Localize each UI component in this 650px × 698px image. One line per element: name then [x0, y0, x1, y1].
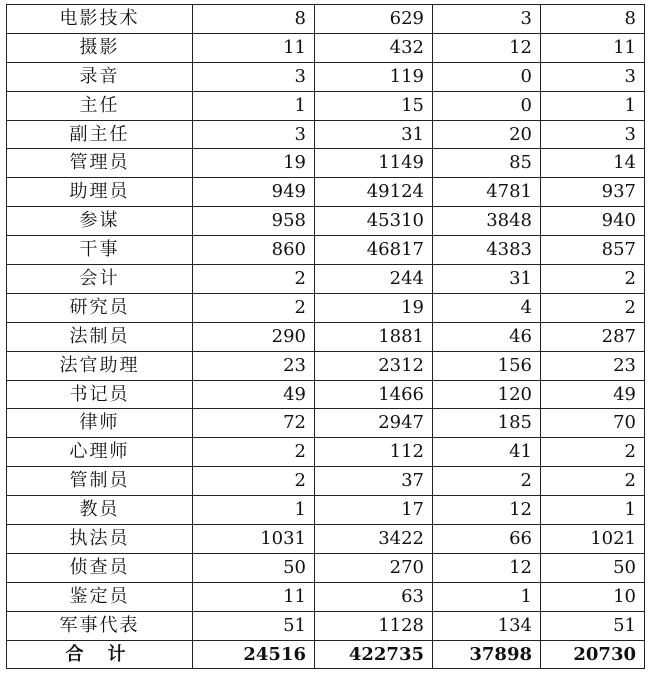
value-cell-4: 3	[541, 120, 645, 149]
value-cell-4: 1021	[541, 525, 645, 554]
value-cell-1: 8	[193, 5, 315, 34]
value-cell-3: 3	[433, 5, 541, 34]
category-cell: 书记员	[7, 380, 193, 409]
category-cell: 管理员	[7, 149, 193, 178]
value-cell-1: 23	[193, 351, 315, 380]
table-row	[7, 611, 645, 640]
value-cell-3: 1	[433, 582, 541, 611]
value-cell-1: 860	[193, 236, 315, 265]
value-cell-3: 2	[433, 467, 541, 496]
value-cell-1: 72	[193, 409, 315, 438]
category-cell: 律师	[7, 409, 193, 438]
value-cell-3: 37898	[433, 640, 541, 669]
value-cell-4: 1	[541, 496, 645, 525]
value-cell-2: 49124	[315, 178, 433, 207]
category-cell: 干事	[7, 236, 193, 265]
value-cell-1: 2	[193, 467, 315, 496]
table-row	[7, 525, 645, 554]
table-row	[7, 265, 645, 294]
value-cell-4: 14	[541, 149, 645, 178]
value-cell-2: 422735	[315, 640, 433, 669]
statistics-table	[6, 4, 645, 669]
value-cell-4: 49	[541, 380, 645, 409]
table-row	[7, 91, 645, 120]
value-cell-4: 20730	[541, 640, 645, 669]
table-row	[7, 236, 645, 265]
value-cell-3: 4781	[433, 178, 541, 207]
table-row	[7, 582, 645, 611]
value-cell-3: 12	[433, 33, 541, 62]
value-cell-2: 1149	[315, 149, 433, 178]
value-cell-4: 10	[541, 582, 645, 611]
value-cell-2: 244	[315, 265, 433, 294]
value-cell-4: 8	[541, 5, 645, 34]
value-cell-1: 3	[193, 120, 315, 149]
table-row	[7, 5, 645, 34]
table-row	[7, 380, 645, 409]
table-row	[7, 120, 645, 149]
value-cell-1: 24516	[193, 640, 315, 669]
value-cell-4: 3	[541, 62, 645, 91]
value-cell-3: 12	[433, 496, 541, 525]
value-cell-4: 51	[541, 611, 645, 640]
category-cell: 主任	[7, 91, 193, 120]
category-cell: 法制员	[7, 322, 193, 351]
value-cell-3: 0	[433, 91, 541, 120]
table-row	[7, 207, 645, 236]
value-cell-4: 2	[541, 265, 645, 294]
value-cell-1: 49	[193, 380, 315, 409]
value-cell-1: 2	[193, 293, 315, 322]
value-cell-1: 1	[193, 91, 315, 120]
category-cell: 管制员	[7, 467, 193, 496]
table-row	[7, 496, 645, 525]
value-cell-4: 2	[541, 438, 645, 467]
value-cell-4: 11	[541, 33, 645, 62]
value-cell-1: 1	[193, 496, 315, 525]
value-cell-4: 940	[541, 207, 645, 236]
value-cell-3: 120	[433, 380, 541, 409]
value-cell-3: 156	[433, 351, 541, 380]
category-cell: 鉴定员	[7, 582, 193, 611]
value-cell-4: 857	[541, 236, 645, 265]
value-cell-2: 19	[315, 293, 433, 322]
value-cell-4: 1	[541, 91, 645, 120]
category-cell: 电影技术	[7, 5, 193, 34]
category-cell: 军事代表	[7, 611, 193, 640]
table-row	[7, 62, 645, 91]
value-cell-3: 31	[433, 265, 541, 294]
value-cell-3: 4	[433, 293, 541, 322]
value-cell-2: 46817	[315, 236, 433, 265]
value-cell-1: 958	[193, 207, 315, 236]
table-row	[7, 553, 645, 582]
category-cell: 会计	[7, 265, 193, 294]
value-cell-1: 2	[193, 438, 315, 467]
table-row	[7, 351, 645, 380]
value-cell-3: 3848	[433, 207, 541, 236]
category-cell: 教员	[7, 496, 193, 525]
value-cell-4: 50	[541, 553, 645, 582]
value-cell-2: 37	[315, 467, 433, 496]
category-cell: 助理员	[7, 178, 193, 207]
value-cell-2: 1466	[315, 380, 433, 409]
category-cell: 副主任	[7, 120, 193, 149]
value-cell-3: 0	[433, 62, 541, 91]
value-cell-1: 51	[193, 611, 315, 640]
value-cell-1: 2	[193, 265, 315, 294]
total-row	[7, 640, 645, 669]
value-cell-2: 2312	[315, 351, 433, 380]
value-cell-3: 66	[433, 525, 541, 554]
value-cell-1: 50	[193, 553, 315, 582]
category-cell: 心理师	[7, 438, 193, 467]
value-cell-2: 63	[315, 582, 433, 611]
category-cell: 执法员	[7, 525, 193, 554]
value-cell-2: 629	[315, 5, 433, 34]
value-cell-4: 2	[541, 293, 645, 322]
value-cell-1: 290	[193, 322, 315, 351]
value-cell-2: 270	[315, 553, 433, 582]
value-cell-2: 31	[315, 120, 433, 149]
table-row	[7, 178, 645, 207]
value-cell-3: 134	[433, 611, 541, 640]
value-cell-2: 45310	[315, 207, 433, 236]
table-row	[7, 149, 645, 178]
value-cell-3: 85	[433, 149, 541, 178]
value-cell-2: 15	[315, 91, 433, 120]
value-cell-3: 41	[433, 438, 541, 467]
value-cell-1: 1031	[193, 525, 315, 554]
value-cell-1: 11	[193, 33, 315, 62]
value-cell-3: 4383	[433, 236, 541, 265]
value-cell-3: 20	[433, 120, 541, 149]
value-cell-4: 287	[541, 322, 645, 351]
value-cell-2: 1128	[315, 611, 433, 640]
table-body	[7, 5, 645, 669]
category-cell: 参谋	[7, 207, 193, 236]
value-cell-2: 2947	[315, 409, 433, 438]
category-cell: 摄影	[7, 33, 193, 62]
value-cell-4: 937	[541, 178, 645, 207]
table-row	[7, 33, 645, 62]
value-cell-2: 17	[315, 496, 433, 525]
category-cell: 研究员	[7, 293, 193, 322]
table-row	[7, 293, 645, 322]
value-cell-3: 46	[433, 322, 541, 351]
value-cell-4: 23	[541, 351, 645, 380]
value-cell-3: 185	[433, 409, 541, 438]
table-row	[7, 467, 645, 496]
value-cell-2: 1881	[315, 322, 433, 351]
value-cell-1: 949	[193, 178, 315, 207]
category-cell: 法官助理	[7, 351, 193, 380]
category-cell: 录音	[7, 62, 193, 91]
value-cell-2: 112	[315, 438, 433, 467]
value-cell-1: 3	[193, 62, 315, 91]
value-cell-4: 2	[541, 467, 645, 496]
value-cell-4: 70	[541, 409, 645, 438]
value-cell-3: 12	[433, 553, 541, 582]
value-cell-2: 432	[315, 33, 433, 62]
value-cell-2: 119	[315, 62, 433, 91]
category-cell: 合计	[7, 640, 193, 669]
value-cell-1: 19	[193, 149, 315, 178]
table-row	[7, 438, 645, 467]
table-row	[7, 409, 645, 438]
category-cell: 侦查员	[7, 553, 193, 582]
table-row	[7, 322, 645, 351]
value-cell-1: 11	[193, 582, 315, 611]
value-cell-2: 3422	[315, 525, 433, 554]
